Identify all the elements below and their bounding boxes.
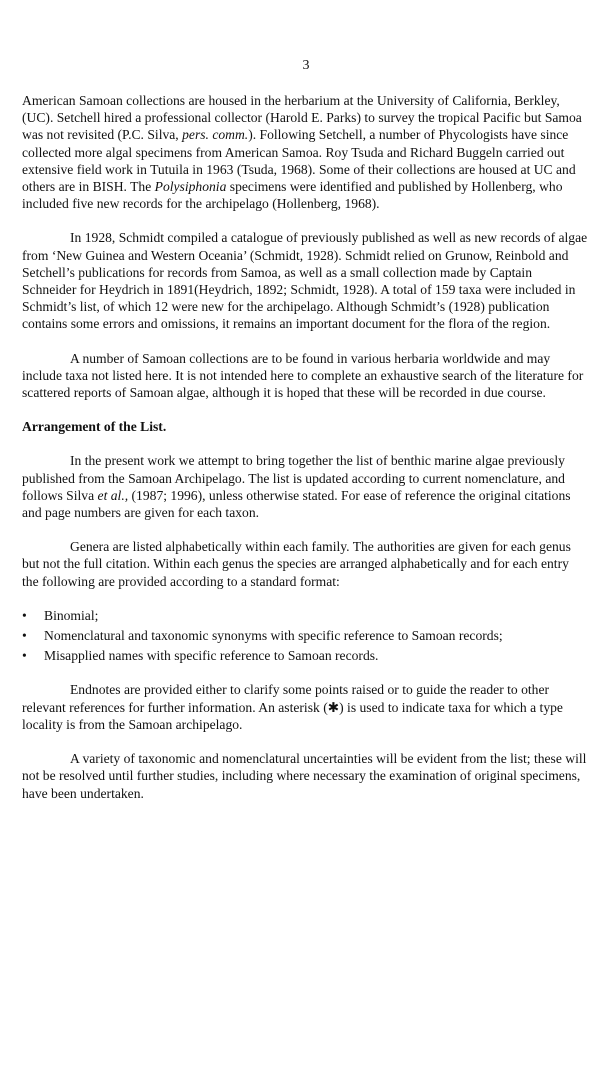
paragraph-herbaria-collections: A number of Samoan collections are to be found in various herbaria worldwide and may include taxa not listed here. It is not intended here to complete an exhaustive search of the literature for scattered reports of Samoan algae, although it is hoped that these will be recorded in due course. <box>22 350 584 401</box>
italic-genus-name: Polysiphonia <box>154 179 227 195</box>
list-item-text: Misapplied names with specific reference to Samoan records. <box>44 648 379 664</box>
text-run: ). Following Setchell, a number of Phycologists have since collected more algal specimens from American Samoa. Roy Tsuda and Richard Buggeln carried out extensive field work in Tutuila in 1963 (Tsuda, 1968). Some of their collections are housed at UC and others are in BISH. The <box>22 127 576 195</box>
page-body <box>22 92 588 819</box>
list-item <box>22 647 588 664</box>
text-run: (1987; 1996), unless otherwise stated. For ease of reference the original citations and page numbers are given for each taxon. <box>22 487 571 521</box>
page-number: 3 <box>302 58 310 73</box>
text-run: In the present work we attempt to bring together the list of benthic marine algae previously published from the Samoan Archipelago. The list is updated according to current nomenclature, and follows Silva <box>22 453 565 503</box>
section-heading: Arrangement of the List. <box>22 419 167 435</box>
list-item-text: Binomial; <box>44 607 99 623</box>
paragraph-present-work <box>22 452 588 521</box>
text-run: American Samoan collections are housed in the herbarium at the University of California, Berkley, (UC). Setchell hired a professional collector (Harold E. Parks) to survey the tropical Pacific but Samoa was not revisited (P.C. Silva, <box>22 93 582 143</box>
format-bullet-list <box>22 607 588 665</box>
list-item <box>22 627 588 644</box>
paragraph-samoan-collections <box>22 92 588 212</box>
bullet-icon: • <box>22 607 27 623</box>
paragraph-schmidt-catalogue: In 1928, Schmidt compiled a catalogue of previously published as well as new records of algae from ‘New Guinea and Western Oceania’ (Schmidt, 1928). Schmidt relied on Grunow, Reinbold and Setchell’s publications for records from Samoa, as well as a small collection made by Captain Schneider for Heydrich in 1891(Heydrich, 1892; Schmidt, 1928). A total of 159 taxa were included in Schmidt’s list, of which 12 were new for the archipelago. Although Schmidt’s (1928) publication contains some errors and omissions, it remains an important document for the flora of the region. <box>22 230 588 332</box>
italic-text-run: et al., <box>97 487 129 503</box>
paragraph-endnotes: Endnotes are provided either to clarify some points raised or to guide the reader to other relevant references for further information. An asterisk (✱) is used to indicate taxa for which a type locality is from the Samoan archipelago. <box>22 682 563 732</box>
bullet-icon: • <box>22 628 27 644</box>
paragraph-uncertainties: A variety of taxonomic and nomenclatural uncertainties will be evident from the list; these will not be resolved until further studies, including where necessary the examination of original specimens, have been undertaken. <box>22 751 587 801</box>
list-item-text: Nomenclatural and taxonomic synonyms with specific reference to Samoan records; <box>44 628 503 644</box>
text-run: specimens were identified and published by Hollenberg, who included five new records for the archipelago (Hollenberg, 1968). <box>22 179 563 212</box>
paragraph-genera-listing: Genera are listed alphabetically within each family. The authorities are given for each genus but not the full citation. Within each genus the species are arranged alphabetically and for each entry the following are provided according to a standard format: <box>22 539 571 589</box>
list-item <box>22 607 588 624</box>
italic-text-run: pers. comm. <box>182 127 249 143</box>
bullet-icon: • <box>22 648 27 664</box>
